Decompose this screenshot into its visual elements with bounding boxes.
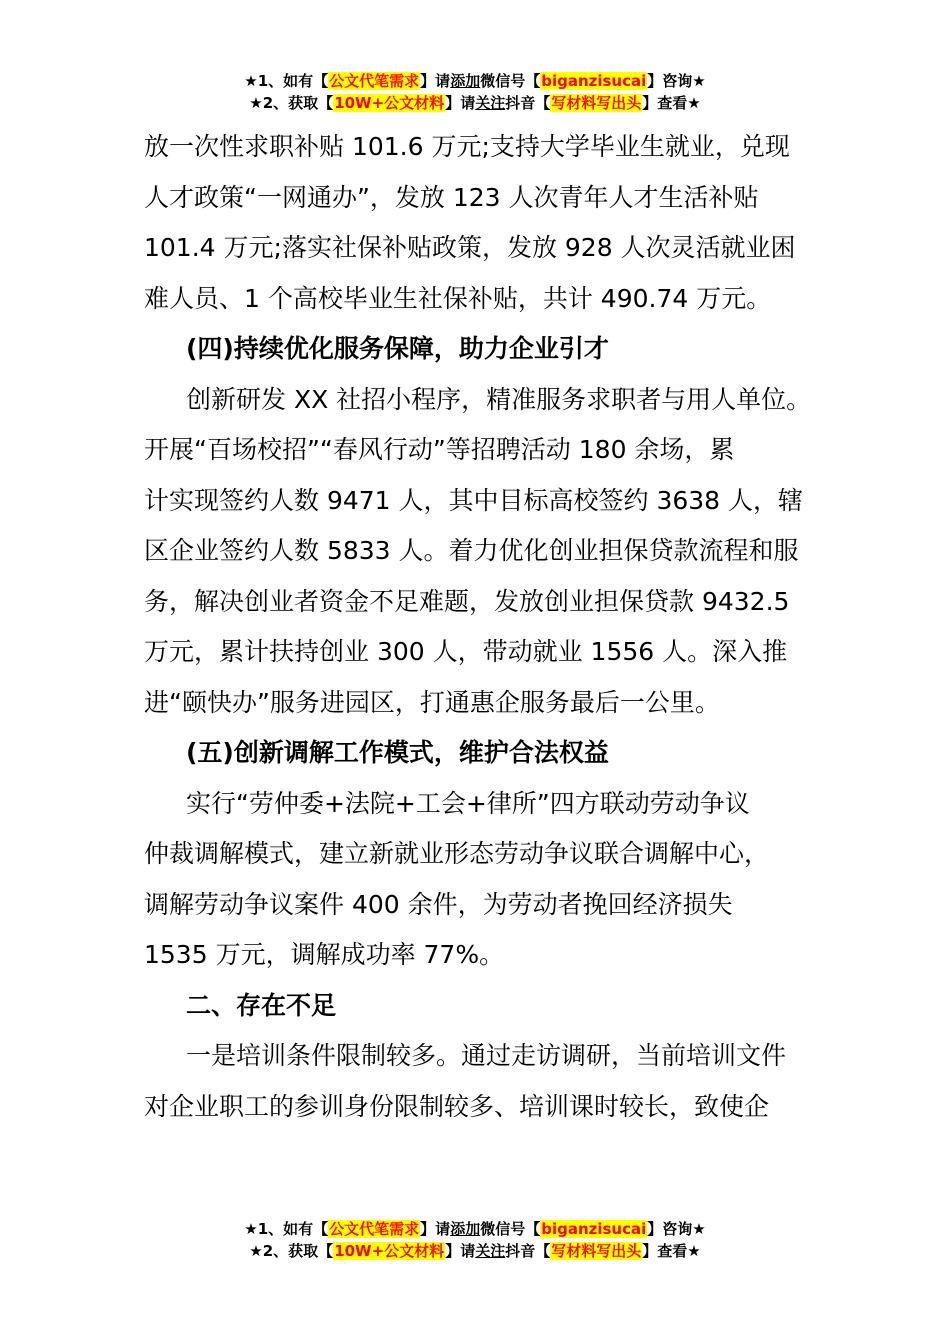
banner-text: ★2、获取【 — [249, 1242, 334, 1260]
body-line: 计实现签约人数 9471 人，其中目标高校签约 3638 人，辖 — [144, 485, 804, 515]
banner-highlight: 写材料写出头 — [551, 94, 642, 112]
banner-line-2 — [0, 92, 950, 114]
top-banner — [0, 70, 950, 114]
body-line: 仲裁调解模式，建立新就业形态劳动争议联合调解中心， — [144, 839, 770, 868]
banner-text: 】查看★ — [642, 1242, 701, 1260]
banner-text: 】咨询★ — [647, 72, 706, 90]
banner-underlined-text: 添加 — [450, 72, 481, 90]
banner-line-1 — [0, 1218, 950, 1240]
banner-line-2 — [0, 1240, 950, 1262]
body-line: 1535 万元，调解成功率 77%。 — [144, 940, 505, 969]
body-line: 实行“劳仲委+法院+工会+律所”四方联动劳动争议 — [186, 788, 750, 818]
body-line: 101.4 万元;落实社保补贴政策，发放 928 人次灵活就业困 — [144, 233, 796, 262]
body-line: 难人员、1 个高校毕业生社保补贴，共计 490.74 万元。 — [144, 283, 772, 313]
banner-text: ★2、获取【 — [249, 94, 334, 112]
banner-text: 】查看★ — [642, 94, 701, 112]
body-line: 调解劳动争议案件 400 余件，为劳动者挽回经济损失 — [144, 889, 733, 919]
body-line: 一是培训条件限制较多。通过走访调研，当前培训文件 — [186, 1041, 787, 1070]
banner-text: 微信号【 — [480, 1220, 541, 1238]
banner-highlight: 公文代笔需求 — [329, 72, 420, 90]
body-line: 万元，累计扶持创业 300 人，带动就业 1556 人。深入推 — [144, 637, 788, 666]
banner-text: 抖音【 — [505, 1242, 551, 1260]
banner-line-1 — [0, 70, 950, 92]
banner-underlined-text: 添加 — [450, 1220, 481, 1238]
body-line: 对企业职工的参训身份限制较多、培训课时较长，致使企 — [144, 1091, 770, 1121]
banner-underlined-text: 关注 — [475, 1242, 506, 1260]
body-line: 创新研发 XX 社招小程序，精准服务求职者与用人单位。 — [186, 384, 812, 414]
section-heading: (四)持续优化服务保障，助力企业引才 — [186, 334, 609, 363]
banner-highlight: 写材料写出头 — [551, 1242, 642, 1260]
banner-highlight: 10W+公文材料 — [334, 1242, 445, 1260]
banner-highlight: 公文代笔需求 — [329, 1220, 420, 1238]
banner-text: 】请 — [445, 1242, 476, 1260]
banner-highlight: 10W+公文材料 — [334, 94, 445, 112]
banner-text: 】请 — [420, 1220, 451, 1238]
section-heading: (五)创新调解工作模式，维护合法权益 — [186, 738, 609, 767]
document-body — [144, 122, 814, 1132]
banner-text: 】请 — [445, 94, 476, 112]
bottom-banner — [0, 1218, 950, 1262]
body-line: 放一次性求职补贴 101.6 万元;支持大学毕业生就业，兑现 — [144, 132, 790, 161]
banner-text: 】咨询★ — [647, 1220, 706, 1238]
banner-text: 微信号【 — [480, 72, 541, 90]
banner-highlight: biganzisucai — [541, 1220, 647, 1238]
body-line: 进“颐快办”服务进园区，打通惠企服务最后一公里。 — [144, 687, 720, 717]
banner-text: 】请 — [420, 72, 451, 90]
banner-text: 抖音【 — [505, 94, 551, 112]
body-line: 人才政策“一网通办”，发放 123 人次青年人才生活补贴 — [144, 182, 759, 212]
body-line: 务，解决创业者资金不足难题，发放创业担保贷款 9432.5 — [144, 586, 790, 616]
section-heading: 二、存在不足 — [186, 990, 337, 1020]
banner-underlined-text: 关注 — [475, 94, 506, 112]
banner-text: ★1、如有【 — [244, 72, 329, 90]
banner-highlight: biganzisucai — [541, 72, 647, 90]
body-line: 区企业签约人数 5833 人。着力优化创业担保贷款流程和服 — [144, 536, 799, 565]
body-line: 开展“百场校招”“春风行动”等招聘活动 180 余场，累 — [144, 435, 735, 464]
banner-text: ★1、如有【 — [244, 1220, 329, 1238]
